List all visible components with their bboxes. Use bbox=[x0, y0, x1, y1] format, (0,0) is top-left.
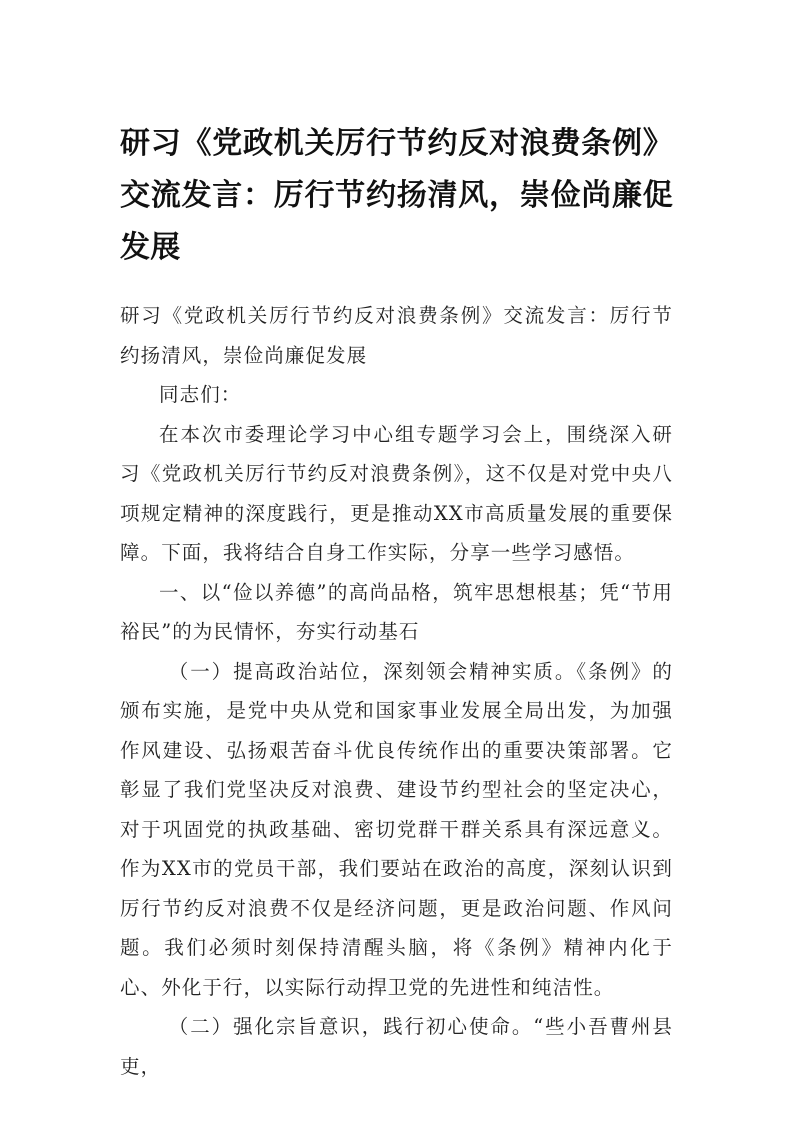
document-title: 研习《党政机关厉行节约反对浪费条例》交流发言：厉行节约扬清风，崇俭尚廉促发展 bbox=[120, 126, 673, 265]
section-heading-1: 一、以“俭以养德”的高尚品格，筑牢思想根基；凭“节用裕民”的为民情怀，夯实行动基石 bbox=[120, 580, 673, 643]
salutation-paragraph: 同志们： bbox=[159, 383, 242, 406]
document-subtitle-paragraph: 研习《党政机关厉行节约反对浪费条例》交流发言：厉行节约扬清风，崇俭尚廉促发展 bbox=[120, 304, 673, 367]
subsection-paragraph-1: （一）提高政治站位，深刻领会精神实质。《条例》的颁布实施，是党中央从党和国家事业发展全局出发，为加强作风建设、弘扬艰苦奋斗优良传统作出的重要决策部署。它彰显了我们党坚决反对浪费、建设节约型社会的坚定决心，对于巩固党的执政基础、密切党群干群关系具有深远意义。作为XX市的党员干部，我们要站在政治的高度，深刻认识到厉行节约反对浪费不仅是经济问题，更是政治问题、作风问题。我们必须时刻保持清醒头脑，将《条例》精神内化于心、外化于行，以实际行动捍卫党的先进性和纯洁性。 bbox=[120, 659, 673, 999]
intro-paragraph: 在本次市委理论学习中心组专题学习会上，围绕深入研习《党政机关厉行节约反对浪费条例》，这不仅是对党中央八项规定精神的深度践行，更是推动XX市高质量发展的重要保障。下面，我将结合自身工作实际，分享一些学习感悟。 bbox=[120, 422, 673, 564]
subsection-paragraph-2: （二）强化宗旨意识，践行初心使命。“些小吾曹州县吏， bbox=[120, 1015, 673, 1078]
